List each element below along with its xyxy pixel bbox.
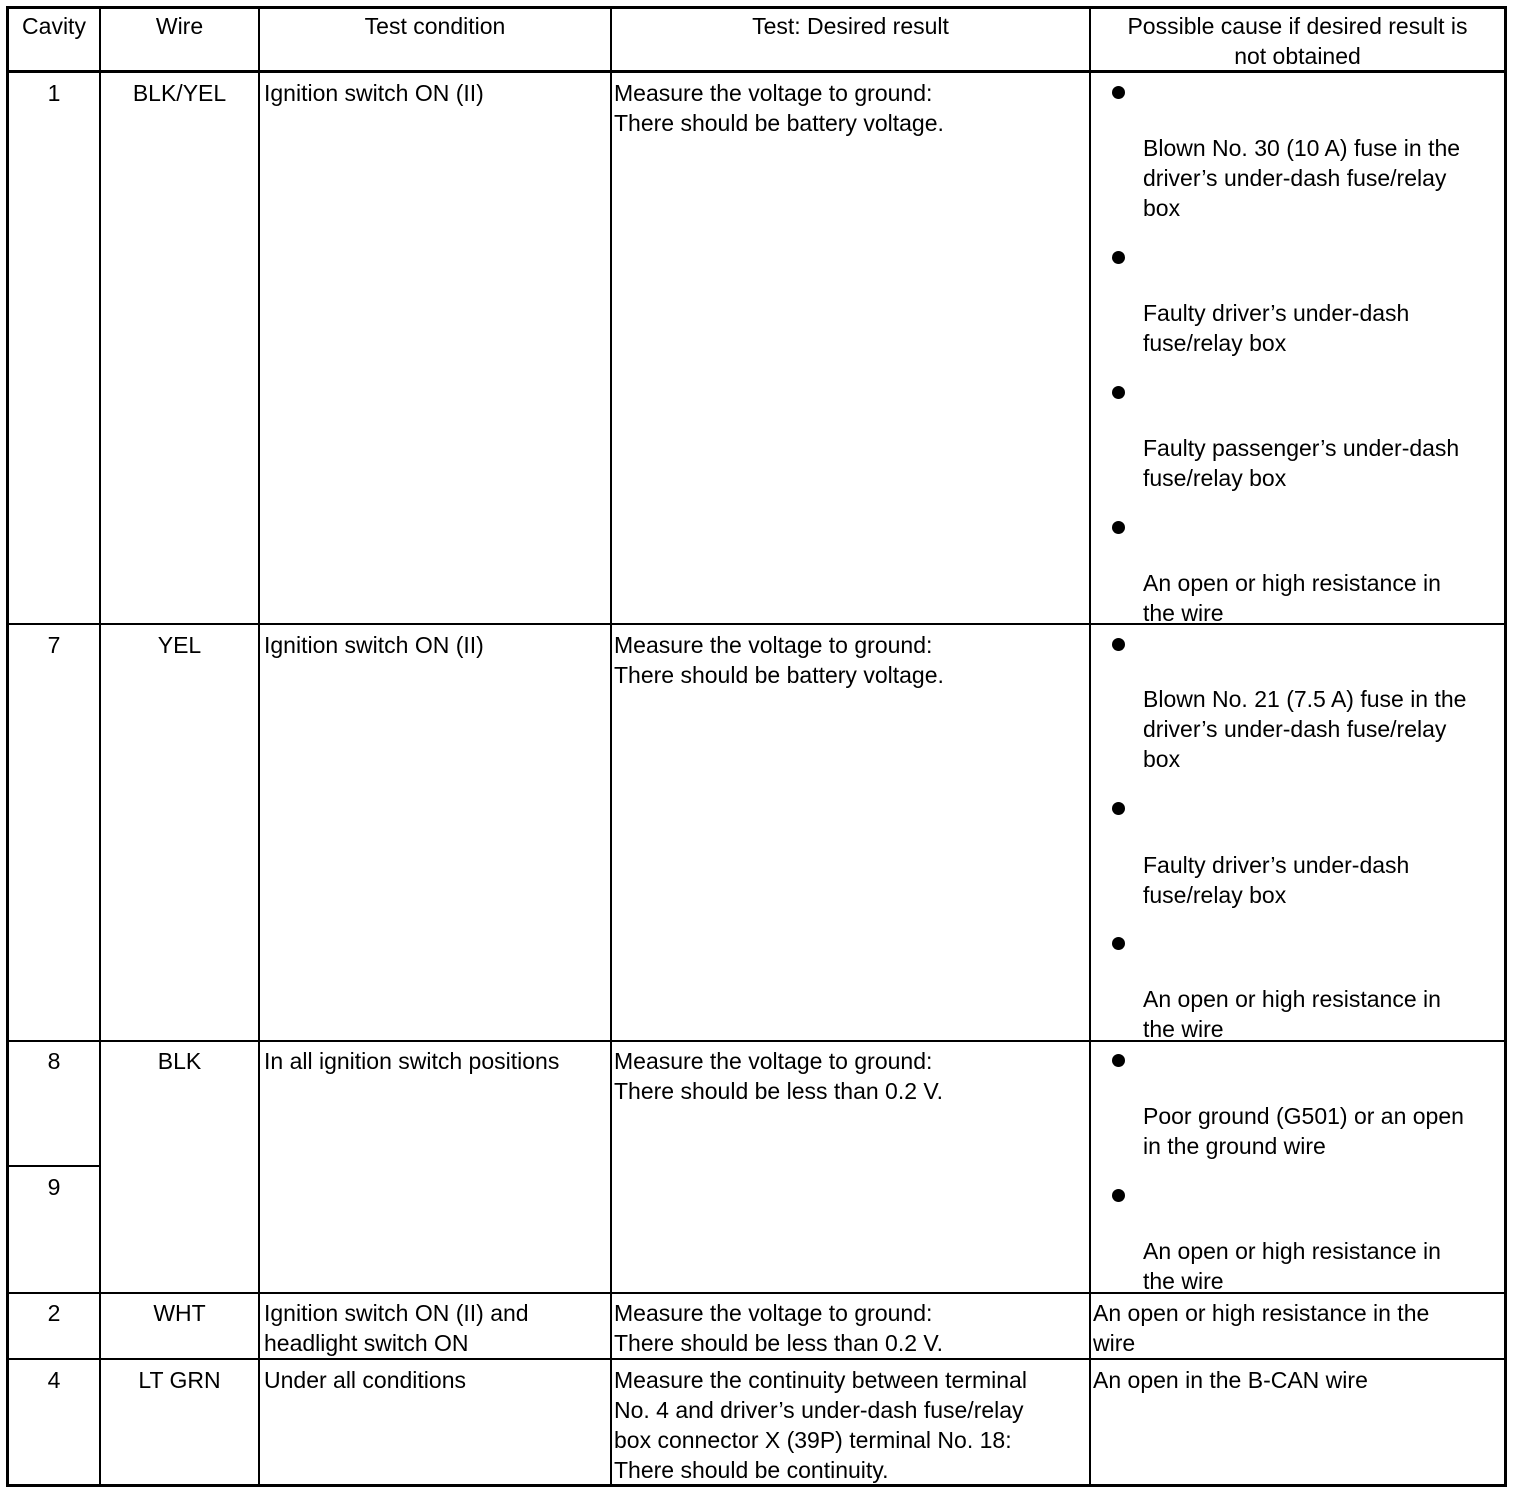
bullet-icon xyxy=(1112,251,1125,264)
header-desired-result: Test: Desired result xyxy=(752,13,949,39)
cavity-cell: 9 xyxy=(47,1174,61,1200)
cause-item: Poor ground (G501) or an open in the ground wire xyxy=(1143,1103,1464,1159)
bullet-icon xyxy=(1112,521,1125,534)
cause-cell: An open in the B-CAN wire xyxy=(1093,1367,1368,1393)
wire-cell: BLK/YEL xyxy=(132,80,227,106)
result-cell: Measure the continuity between terminal No. 4 and driver’s under-dash fuse/relay box connector X (39P) terminal No. 18: There should be continuity. xyxy=(614,1367,1027,1483)
cause-item: Blown No. 30 (10 A) fuse in the driver’s under-dash fuse/relay box xyxy=(1143,135,1461,221)
header-test-condition: Test condition xyxy=(364,13,506,39)
column-divider xyxy=(258,6,260,1487)
cause-item: Faulty driver’s under-dash fuse/relay box xyxy=(1143,852,1410,908)
header-wire: Wire xyxy=(155,13,204,39)
column-divider xyxy=(99,6,101,1487)
bullet-icon xyxy=(1112,1054,1125,1067)
cause-item: An open or high resistance in the wire xyxy=(1143,986,1441,1042)
header-cavity: Cavity xyxy=(22,13,86,39)
bullet-icon xyxy=(1112,386,1125,399)
bullet-icon xyxy=(1112,937,1125,950)
cause-item: Faulty driver’s under-dash fuse/relay box xyxy=(1143,300,1410,356)
bullet-icon xyxy=(1112,86,1125,99)
cavity-cell: 7 xyxy=(47,632,61,658)
bullet-icon xyxy=(1112,802,1125,815)
bullet-icon xyxy=(1112,638,1125,651)
cavity-cell: 1 xyxy=(47,80,61,106)
condition-cell: Ignition switch ON (II) xyxy=(264,80,484,106)
wire-cell: YEL xyxy=(157,632,202,658)
wire-cell: BLK xyxy=(157,1048,202,1074)
condition-cell: Under all conditions xyxy=(264,1367,467,1393)
cause-item: Faulty passenger’s under-dash fuse/relay box xyxy=(1143,435,1460,491)
result-cell: Measure the voltage to ground: There should be battery voltage. xyxy=(614,632,944,688)
cavity-cell: 8 xyxy=(47,1048,61,1074)
result-cell: Measure the voltage to ground: There should be battery voltage. xyxy=(614,80,944,136)
result-cell: Measure the voltage to ground: There should be less than 0.2 V. xyxy=(614,1048,944,1104)
cause-item: Blown No. 21 (7.5 A) fuse in the driver’s under-dash fuse/relay box xyxy=(1143,686,1467,772)
condition-cell: In all ignition switch positions xyxy=(264,1048,560,1074)
cause-cell: An open or high resistance in the wire xyxy=(1093,1300,1430,1356)
wire-cell: WHT xyxy=(153,1300,206,1326)
cavity-cell: 2 xyxy=(47,1300,61,1326)
bullet-icon xyxy=(1112,1189,1125,1202)
result-cell: Measure the voltage to ground: There should be less than 0.2 V. xyxy=(614,1300,944,1356)
wire-cell: LT GRN xyxy=(138,1367,221,1393)
column-divider xyxy=(610,6,612,1487)
cavity-cell: 4 xyxy=(47,1367,61,1393)
column-divider xyxy=(1089,6,1091,1487)
cause-item: An open or high resistance in the wire xyxy=(1143,1238,1441,1294)
condition-cell: Ignition switch ON (II) and headlight switch ON xyxy=(264,1300,529,1356)
condition-cell: Ignition switch ON (II) xyxy=(264,632,484,658)
cavity-subdivider xyxy=(6,1165,101,1167)
header-possible-cause: Possible cause if desired result is not obtained xyxy=(1127,13,1468,69)
cause-item: An open or high resistance in the wire xyxy=(1143,570,1441,626)
row-divider xyxy=(6,1358,1507,1360)
